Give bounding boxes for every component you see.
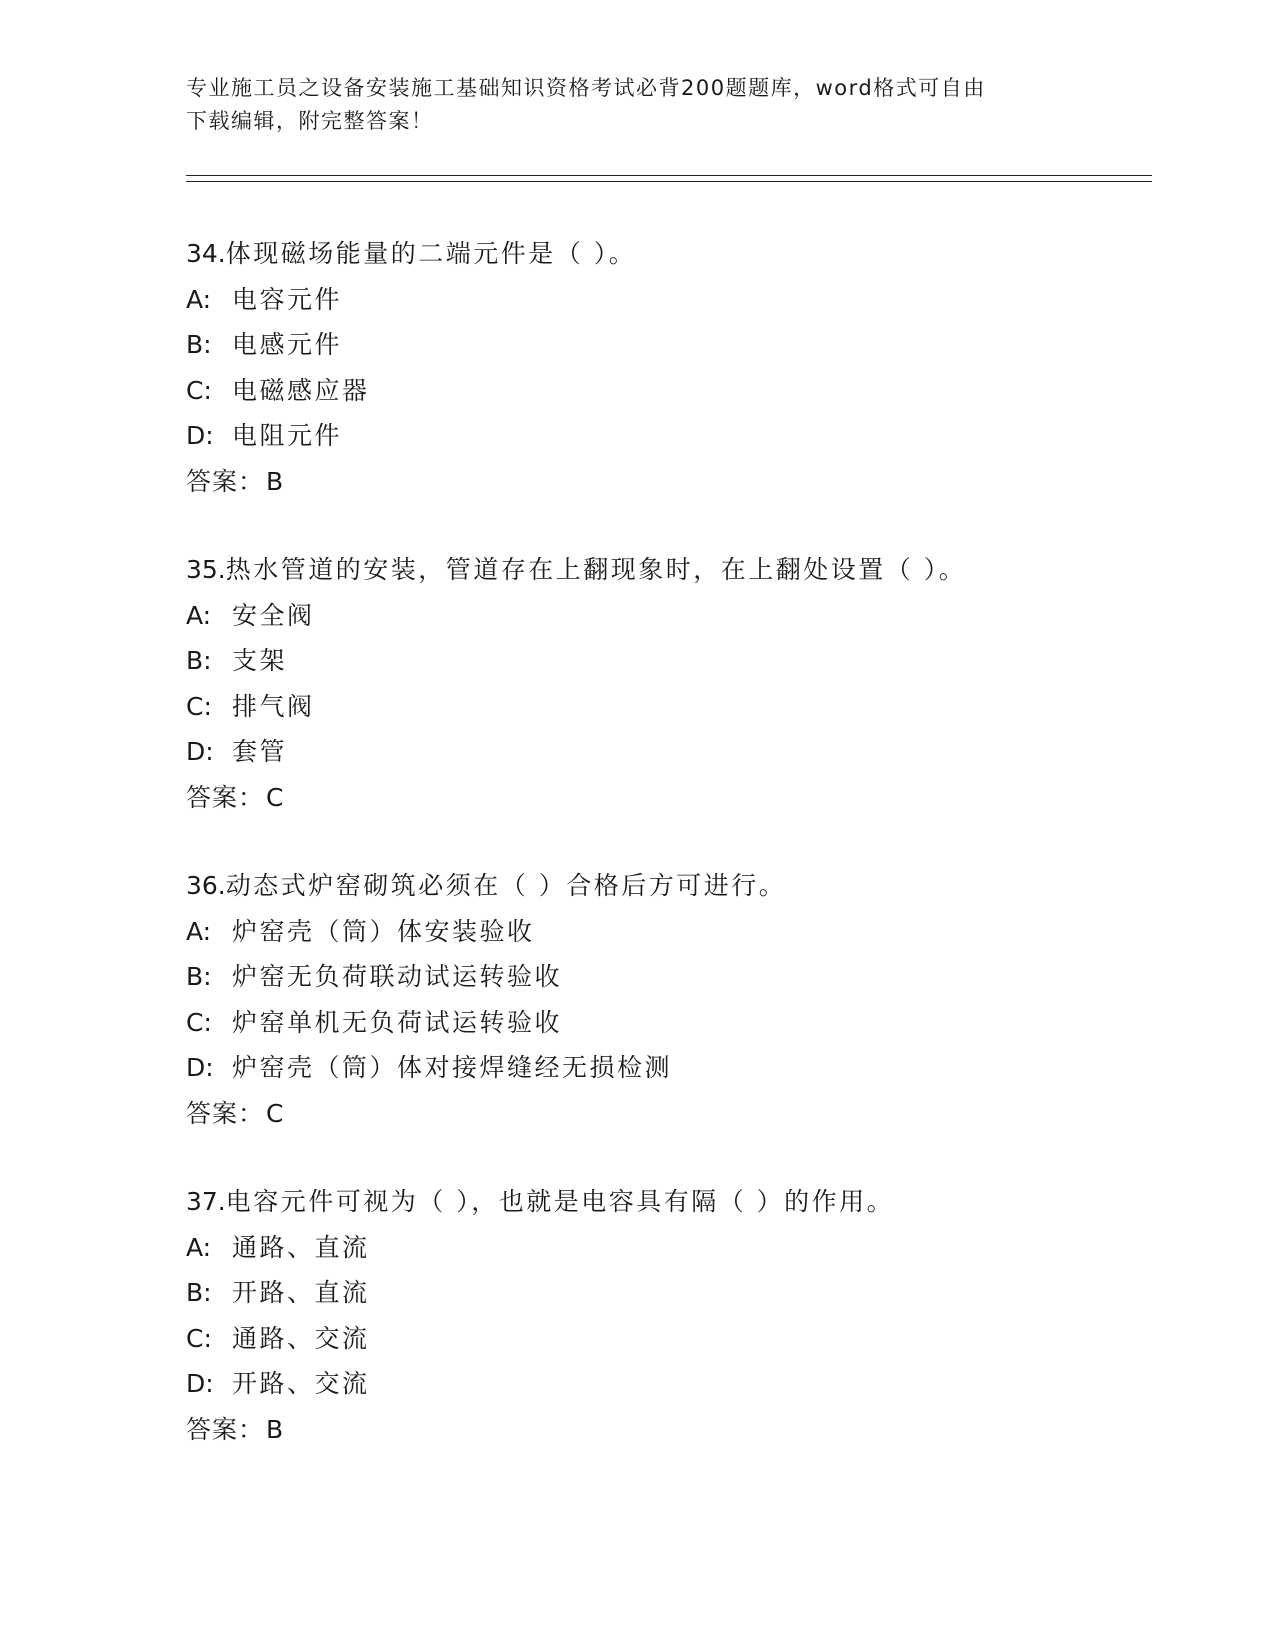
question-number: 37.	[186, 1187, 226, 1216]
option-d	[186, 729, 1146, 775]
answer-line	[186, 1091, 1146, 1137]
option-letter: D:	[186, 1053, 214, 1082]
header-line-2: 下载编辑，附完整答案！	[186, 109, 434, 133]
answer-line	[186, 1407, 1146, 1453]
question-text: 动态式炉窑砌筑必须在（ ）合格后方可进行。	[225, 871, 787, 900]
option-letter: A:	[186, 600, 212, 630]
option-letter: B:	[186, 962, 212, 991]
option-text: 开路、直流	[232, 1278, 370, 1307]
option-d	[186, 1361, 1146, 1407]
option-b	[186, 1270, 1146, 1316]
option-a	[186, 277, 1146, 323]
question-title	[186, 1179, 1146, 1225]
option-letter: B:	[186, 646, 212, 675]
question-text: 体现磁场能量的二端元件是（ ）。	[225, 239, 637, 268]
answer-value: B	[266, 1414, 285, 1444]
option-b	[186, 954, 1146, 1000]
question-number: 36.	[186, 871, 226, 900]
option-letter: A:	[186, 284, 212, 314]
answer-line	[186, 775, 1146, 821]
header-line-1: 专业施工员之设备安装施工基础知识资格考试必背200题题库，word格式可自由	[186, 76, 986, 100]
answer-line	[186, 459, 1146, 505]
option-b	[186, 322, 1146, 368]
option-letter: D:	[186, 737, 214, 766]
option-text: 炉窑壳（筒）体安装验收	[232, 916, 535, 946]
option-d	[186, 1045, 1146, 1091]
option-c	[186, 1316, 1146, 1362]
option-letter: A:	[186, 916, 212, 946]
question-number: 35.	[186, 555, 226, 584]
answer-value: C	[266, 782, 285, 812]
answer-label: 答案：	[186, 466, 265, 496]
option-letter: C:	[186, 691, 212, 721]
option-letter: D:	[186, 1369, 214, 1398]
question-block	[186, 863, 1146, 1136]
option-c	[186, 1000, 1146, 1046]
option-letter: C:	[186, 1323, 212, 1353]
option-c	[186, 368, 1146, 414]
option-letter: B:	[186, 330, 212, 359]
question-number: 34.	[186, 239, 226, 268]
document-header	[186, 72, 1086, 138]
answer-value: B	[266, 466, 285, 496]
option-letter: B:	[186, 1278, 212, 1307]
option-letter: D:	[186, 421, 214, 450]
header-divider-top	[186, 175, 1152, 176]
question-text: 电容元件可视为（ ），也就是电容具有隔（ ）的作用。	[225, 1187, 895, 1216]
option-letter: C:	[186, 1007, 212, 1037]
option-text: 炉窑壳（筒）体对接焊缝经无损检测	[232, 1053, 673, 1082]
option-text: 开路、交流	[232, 1369, 370, 1398]
question-block	[186, 1179, 1146, 1452]
answer-value: C	[266, 1098, 285, 1128]
question-block	[186, 231, 1146, 504]
option-letter: C:	[186, 375, 212, 405]
option-text: 排气阀	[232, 691, 315, 721]
option-letter: A:	[186, 1232, 212, 1262]
question-text: 热水管道的安装，管道存在上翻现象时，在上翻处设置（ ）。	[225, 555, 967, 584]
option-text: 炉窑无负荷联动试运转验收	[232, 962, 563, 991]
option-a	[186, 1225, 1146, 1271]
option-d	[186, 413, 1146, 459]
option-a	[186, 593, 1146, 639]
option-c	[186, 684, 1146, 730]
header-divider-bottom	[186, 181, 1152, 182]
question-block	[186, 547, 1146, 820]
option-text: 电容元件	[232, 284, 343, 314]
option-text: 通路、交流	[232, 1323, 370, 1353]
answer-label: 答案：	[186, 1414, 265, 1444]
option-text: 炉窑单机无负荷试运转验收	[232, 1007, 563, 1037]
question-title	[186, 231, 1146, 277]
option-a	[186, 909, 1146, 955]
question-title	[186, 863, 1146, 909]
option-text: 通路、直流	[232, 1232, 370, 1262]
option-text: 支架	[232, 646, 288, 675]
option-text: 电阻元件	[232, 421, 343, 450]
question-title	[186, 547, 1146, 593]
option-text: 电感元件	[232, 330, 343, 359]
option-b	[186, 638, 1146, 684]
option-text: 套管	[232, 737, 288, 766]
option-text: 安全阀	[232, 600, 315, 630]
answer-label: 答案：	[186, 1098, 265, 1128]
option-text: 电磁感应器	[232, 375, 370, 405]
answer-label: 答案：	[186, 782, 265, 812]
